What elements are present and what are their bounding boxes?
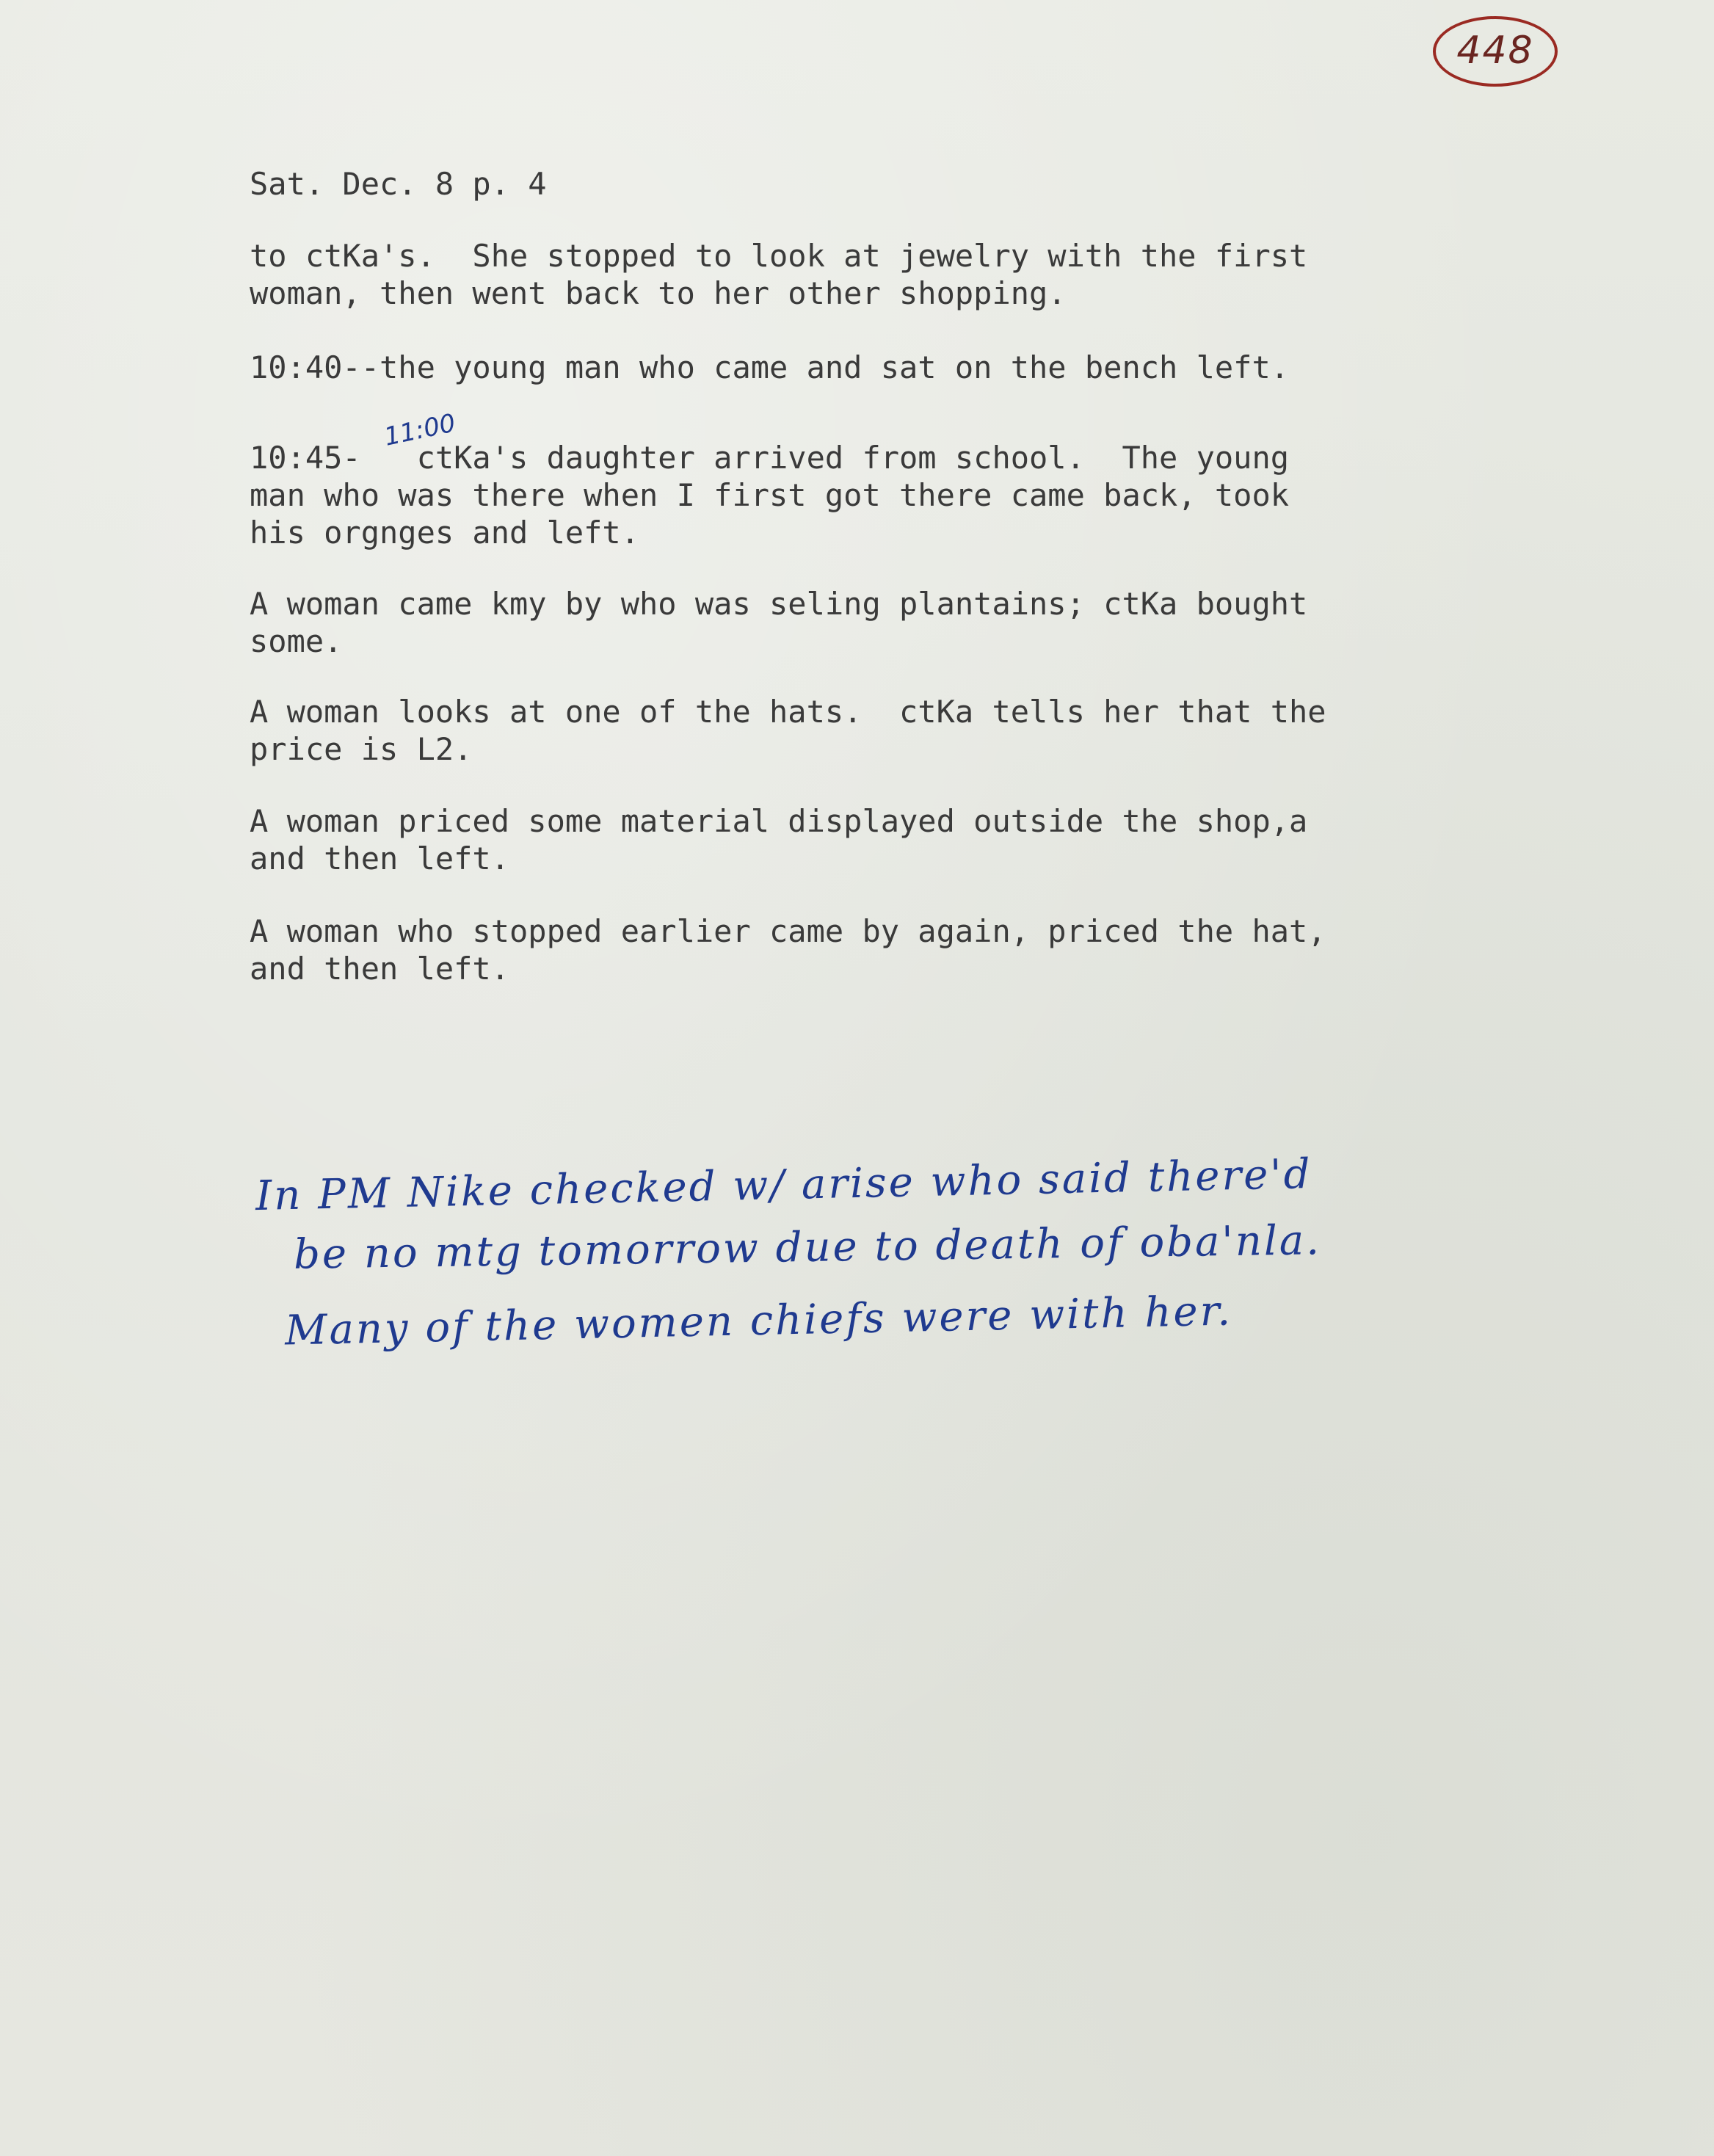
handwritten-note-line: Many of the women chiefs were with her.: [284, 1287, 1233, 1355]
page-number-stamp: 448: [1433, 16, 1558, 87]
handwritten-note-line: be no mtg tomorrow due to death of oba'nla.: [293, 1216, 1322, 1279]
handwritten-insertion: 11:00: [381, 408, 459, 452]
paragraph: A woman priced some material displayed outside the shop,a and then left.: [250, 803, 1308, 876]
handwritten-note-line: In PM Nike checked w/ arise who said there'd: [255, 1150, 1313, 1221]
page-header: Sat. Dec. 8 p. 4: [250, 166, 547, 202]
paragraph: to ctKa's. She stopped to look at jewelry with the first woman, then went back to her other shopping.: [250, 238, 1308, 311]
paragraph: 10:45- ctKa's daughter arrived from school. The young man who was there when I first got there came back, took his orgnges and left.: [250, 440, 1290, 551]
paragraph: 10:40--the young man who came and sat on the bench left.: [250, 349, 1290, 385]
paragraph: A woman came kmy by who was seling plantains; ctKa bought some.: [250, 586, 1308, 659]
paragraph: A woman looks at one of the hats. ctKa tells her that the price is L2.: [250, 694, 1326, 767]
paragraph: A woman who stopped earlier came by again, priced the hat, and then left.: [250, 913, 1326, 987]
